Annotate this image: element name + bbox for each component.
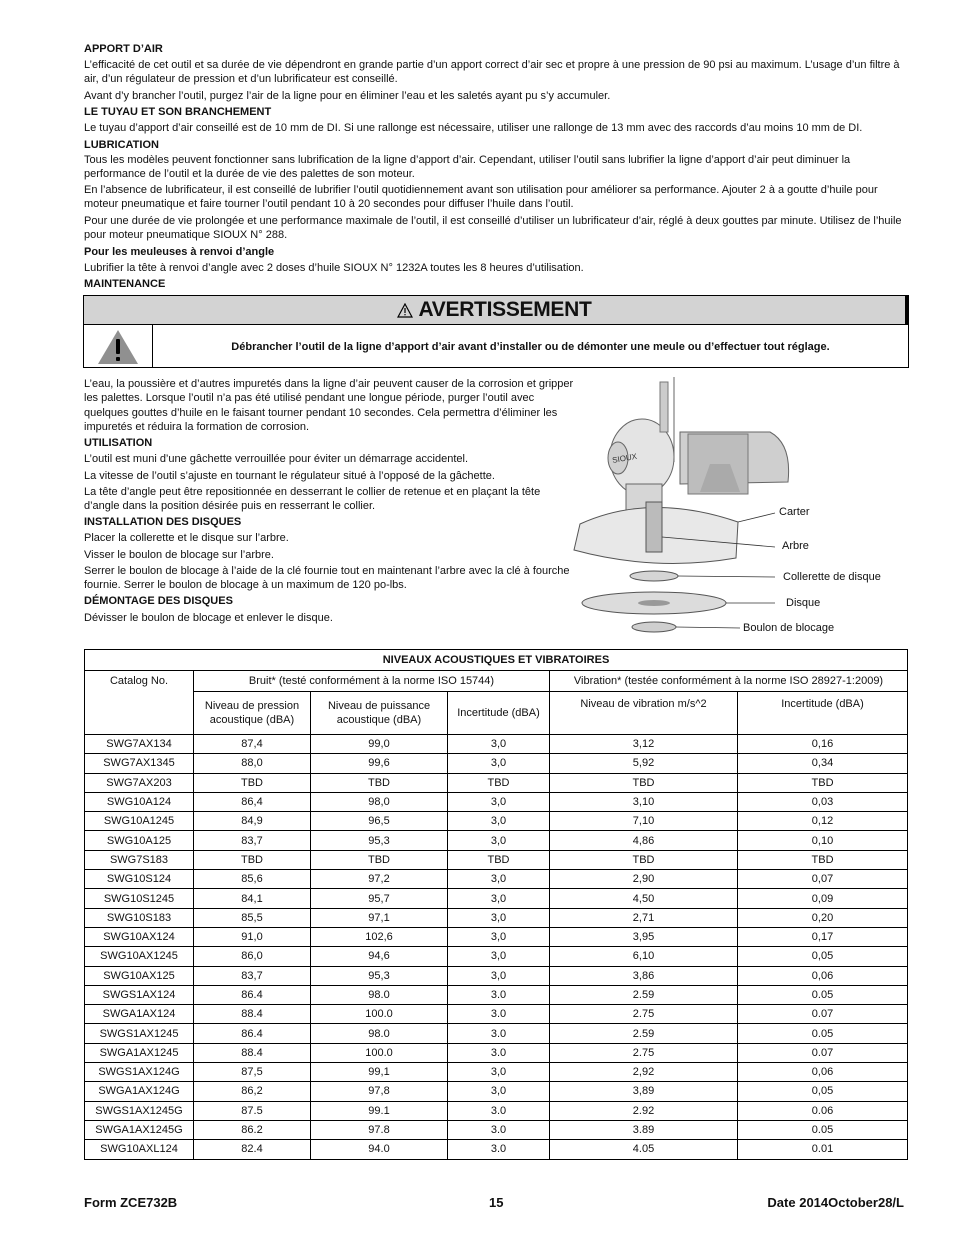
value-cell: 102,6 <box>311 927 448 946</box>
table-row <box>85 1024 908 1043</box>
value-cell: 3,0 <box>448 908 550 927</box>
value-cell: 99,1 <box>311 1063 448 1082</box>
col-header-noise-uncertainty: Incertitude (dBA) <box>448 692 550 735</box>
value-cell: 95,3 <box>311 831 448 850</box>
value-cell: 88.4 <box>194 1043 311 1062</box>
catalog-cell: SWG7AX134 <box>85 735 194 754</box>
value-cell: 3.0 <box>448 1024 550 1043</box>
angle-grinder-illustration <box>570 372 800 640</box>
catalog-cell: SWG7S183 <box>85 850 194 869</box>
value-cell: 91,0 <box>194 927 311 946</box>
value-cell: 83,7 <box>194 831 311 850</box>
noise-header: Bruit* (testé conformément à la norme ISO 15744) <box>194 671 550 692</box>
value-cell: 3,0 <box>448 792 550 811</box>
section-heading-meuleuses: Pour les meuleuses à renvoi d’angle <box>84 246 275 258</box>
value-cell: 3,12 <box>550 735 738 754</box>
paragraph: Tous les modèles peuvent fonctionner sans lubrification de la ligne d’apport d’air. Cependant, utiliser l’outil sans lubrifier la ligne d’apport d’air peut diminuer la performance de l’outil et la durée de vie des palettes de son moteur. <box>84 154 851 181</box>
value-cell: 0,06 <box>738 966 908 985</box>
table-row <box>85 792 908 811</box>
table-row <box>85 773 908 792</box>
section-heading-lubrication: LUBRICATION <box>84 139 159 151</box>
value-cell: 0.01 <box>738 1140 908 1159</box>
section-heading-utilisation: UTILISATION <box>84 437 153 449</box>
value-cell: 3,86 <box>550 966 738 985</box>
paragraph: Pour une durée de vie prolongée et une performance maximale de l’outil, il est conseillé d’utiliser un lubrificateur d’air, réglé à deux gouttes par minute. Utilisez de l’huile pour moteur pneumatique SIOUX N° 288. <box>84 215 902 242</box>
value-cell: TBD <box>194 850 311 869</box>
paragraph: L’eau, la poussière et d’autres impuretés dans la ligne d’air peuvent causer de la corrosion et gripper les palettes. Lorsque l’outil n’a pas été utilisé pendant une longue période, purger l’outil avec quelques gouttes d’huile en le faisant tourner pendant 10 secondes. Cela permettra d’éliminer les impuretés et réduira la formation de corrosion. <box>84 378 574 434</box>
value-cell: 3.0 <box>448 1140 550 1159</box>
callout-carter: Carter <box>779 506 810 518</box>
table-row <box>85 1063 908 1082</box>
catalog-header: Catalog No. <box>85 671 194 735</box>
value-cell: 7,10 <box>550 812 738 831</box>
value-cell: 2.75 <box>550 1005 738 1024</box>
value-cell: 2,90 <box>550 870 738 889</box>
value-cell: 0,10 <box>738 831 908 850</box>
table-row <box>85 812 908 831</box>
value-cell: 84,1 <box>194 889 311 908</box>
paragraph: Lubrifier la tête à renvoi d’angle avec 2 doses d’huile SIOUX N° 1232A toutes les 8 heures d’utilisation. <box>84 262 584 274</box>
table-row <box>85 985 908 1004</box>
paragraph: Avant d’y brancher l’outil, purgez l’air de la ligne pour en éliminer l’eau et les saletés ayant pu s’y accumuler. <box>84 90 611 102</box>
catalog-cell: SWG10A125 <box>85 831 194 850</box>
value-cell: 85,5 <box>194 908 311 927</box>
value-cell: 3,0 <box>448 831 550 850</box>
paragraph: Placer la collerette et le disque sur l’arbre. <box>84 532 289 544</box>
value-cell: 3,0 <box>448 754 550 773</box>
page-number: 15 <box>489 1195 504 1210</box>
value-cell: 3,0 <box>448 812 550 831</box>
paragraph: Serrer le boulon de blocage à l’aide de la clé fournie tout en maintenant l’arbre avec la clé à fourche fournie. Serrer le boulon de blocage à un maximum de 120 po-lbs. <box>84 565 570 592</box>
value-cell: 0,16 <box>738 735 908 754</box>
value-cell: 3,10 <box>550 792 738 811</box>
catalog-cell: SWG10AX1245 <box>85 947 194 966</box>
value-cell: 5,92 <box>550 754 738 773</box>
value-cell: 3.0 <box>448 1043 550 1062</box>
value-cell: 2.59 <box>550 1024 738 1043</box>
warning-header <box>84 296 908 325</box>
value-cell: 0.07 <box>738 1005 908 1024</box>
value-cell: 87,5 <box>194 1063 311 1082</box>
paragraph: En l’absence de lubrificateur, il est conseillé de lubrifier l’outil quotidiennement avant son utilisation pour améliorer sa performance. Ajouter 2 à a goutte d’huile pour moteur pneumatique et faire tourner l’outil pendant 10 à 20 secondes pour diffuser l’huile dans l’outil. <box>84 184 878 211</box>
brand-logo: SIOUX <box>611 451 638 465</box>
value-cell: 4.05 <box>550 1140 738 1159</box>
callout-disque: Disque <box>786 597 821 609</box>
value-cell: TBD <box>448 850 550 869</box>
value-cell: 0,17 <box>738 927 908 946</box>
value-cell: 100.0 <box>311 1005 448 1024</box>
value-cell: 2.75 <box>550 1043 738 1062</box>
paragraph: L’efficacité de cet outil et sa durée de vie dépendront en grande partie d’un apport correct d’air sec et propre à une pression de 90 psi au maximum. L’usage d’un filtre à air, d’un régulateur de pression et d’un lubrificateur est conseillé. <box>84 59 900 86</box>
value-cell: 0,07 <box>738 870 908 889</box>
value-cell: 0,06 <box>738 1063 908 1082</box>
value-cell: TBD <box>311 850 448 869</box>
value-cell: 99.1 <box>311 1101 448 1120</box>
value-cell: 3.0 <box>448 1101 550 1120</box>
value-cell: 100.0 <box>311 1043 448 1062</box>
catalog-cell: SWG7AX203 <box>85 773 194 792</box>
value-cell: 0.06 <box>738 1101 908 1120</box>
value-cell: 96,5 <box>311 812 448 831</box>
catalog-cell: SWGS1AX124 <box>85 985 194 1004</box>
callout-arbre: Arbre <box>782 540 809 552</box>
value-cell: 98,0 <box>311 792 448 811</box>
catalog-cell: SWGA1AX1245 <box>85 1043 194 1062</box>
value-cell: 3,0 <box>448 735 550 754</box>
value-cell: 3.0 <box>448 1005 550 1024</box>
paragraph: La vitesse de l’outil s’ajuste en tournant le régulateur situé à l’opposé de la gâchette. <box>84 470 495 482</box>
col-header-vibration: Niveau de vibration m/s^2 <box>550 692 738 735</box>
table-row <box>85 735 908 754</box>
value-cell: 0.07 <box>738 1043 908 1062</box>
table-row <box>85 1005 908 1024</box>
value-cell: 88.4 <box>194 1005 311 1024</box>
table-row <box>85 966 908 985</box>
value-cell: 0.05 <box>738 985 908 1004</box>
catalog-cell: SWG10A1245 <box>85 812 194 831</box>
section-heading-installation: INSTALLATION DES DISQUES <box>84 516 242 528</box>
paragraph: L’outil est muni d’une gâchette verrouillée pour éviter un démarrage accidentel. <box>84 453 469 465</box>
callout-boulon: Boulon de blocage <box>743 622 835 634</box>
value-cell: 3.0 <box>448 985 550 1004</box>
catalog-cell: SWG10A124 <box>85 792 194 811</box>
warning-triangle-icon <box>397 303 413 318</box>
value-cell: 86.2 <box>194 1120 311 1139</box>
table-title: NIVEAUX ACOUSTIQUES ET VIBRATOIRES <box>85 650 908 671</box>
col-header-pressure: Niveau de pression acoustique (dBA) <box>194 692 311 735</box>
value-cell: 3,0 <box>448 889 550 908</box>
value-cell: 2.59 <box>550 985 738 1004</box>
form-number: Form ZCE732B <box>84 1195 178 1210</box>
table-row <box>85 1043 908 1062</box>
value-cell: 0,09 <box>738 889 908 908</box>
table-row <box>85 850 908 869</box>
paragraph: La tête d’angle peut être repositionnée en desserrant le collier de retenue et en plaçant la tête d’angle dans la position désirée puis en resserrant le collier. <box>84 486 541 513</box>
date: Date 2014October28/L <box>767 1195 904 1210</box>
value-cell: 94.0 <box>311 1140 448 1159</box>
catalog-cell: SWG10AXL124 <box>85 1140 194 1159</box>
paragraph: Le tuyau d’apport d’air conseillé est de 10 mm de DI. Si une rallonge est nécessaire, utiliser une rallonge de 13 mm avec des raccords d’au moins 10 mm de DI. <box>84 122 863 134</box>
value-cell: 0,03 <box>738 792 908 811</box>
value-cell: 3,0 <box>448 947 550 966</box>
value-cell: 0,05 <box>738 947 908 966</box>
value-cell: TBD <box>550 773 738 792</box>
table-row <box>85 908 908 927</box>
value-cell: 0,12 <box>738 812 908 831</box>
warning-box <box>83 295 909 368</box>
value-cell: 86,2 <box>194 1082 311 1101</box>
value-cell: TBD <box>738 773 908 792</box>
value-cell: 6,10 <box>550 947 738 966</box>
table-row <box>85 927 908 946</box>
value-cell: 3,0 <box>448 870 550 889</box>
value-cell: 87.5 <box>194 1101 311 1120</box>
grinder-exploded-diagram <box>570 372 800 640</box>
value-cell: 99,0 <box>311 735 448 754</box>
value-cell: 3.89 <box>550 1120 738 1139</box>
value-cell: 97,1 <box>311 908 448 927</box>
table-row <box>85 1120 908 1139</box>
value-cell: 0,05 <box>738 1082 908 1101</box>
table-row <box>85 889 908 908</box>
table-row <box>85 831 908 850</box>
value-cell: 2.92 <box>550 1101 738 1120</box>
value-cell: TBD <box>194 773 311 792</box>
table-row <box>85 947 908 966</box>
warning-title: AVERTISSEMENT <box>418 298 592 321</box>
value-cell: 3.0 <box>448 1120 550 1139</box>
acoustic-vibration-table <box>84 649 908 1160</box>
value-cell: 86.4 <box>194 1024 311 1043</box>
value-cell: 4,50 <box>550 889 738 908</box>
catalog-cell: SWGS1AX124G <box>85 1063 194 1082</box>
value-cell: TBD <box>448 773 550 792</box>
warning-text: Débrancher l’outil de la ligne d’apport d’air avant d’installer ou de démonter une meule ou d’effectuer tout réglage. <box>231 340 830 353</box>
value-cell: 3,0 <box>448 927 550 946</box>
section-heading-demontage: DÉMONTAGE DES DISQUES <box>84 595 233 607</box>
catalog-cell: SWG10S1245 <box>85 889 194 908</box>
paragraph: Dévisser le boulon de blocage et enlever le disque. <box>84 612 333 624</box>
catalog-cell: SWG10AX125 <box>85 966 194 985</box>
value-cell: 3,0 <box>448 1063 550 1082</box>
value-cell: 99,6 <box>311 754 448 773</box>
catalog-cell: SWGS1AX1245 <box>85 1024 194 1043</box>
catalog-cell: SWGA1AX124 <box>85 1005 194 1024</box>
value-cell: 3,89 <box>550 1082 738 1101</box>
vibration-header: Vibration* (testée conformément à la norme ISO 28927-1:2009) <box>550 671 908 692</box>
catalog-cell: SWG7AX1345 <box>85 754 194 773</box>
value-cell: 3,0 <box>448 966 550 985</box>
value-cell: 0,20 <box>738 908 908 927</box>
section-heading-maintenance: MAINTENANCE <box>84 278 166 290</box>
value-cell: 84,9 <box>194 812 311 831</box>
value-cell: TBD <box>550 850 738 869</box>
paragraph: Visser le boulon de blocage sur l’arbre. <box>84 549 274 561</box>
catalog-cell: SWG10S183 <box>85 908 194 927</box>
table-row <box>85 1101 908 1120</box>
catalog-cell: SWGS1AX1245G <box>85 1101 194 1120</box>
value-cell: 3,0 <box>448 1082 550 1101</box>
col-header-power: Niveau de puissance acoustique (dBA) <box>311 692 448 735</box>
value-cell: 86.4 <box>194 985 311 1004</box>
value-cell: 98.0 <box>311 985 448 1004</box>
table-row <box>85 870 908 889</box>
value-cell: 94,6 <box>311 947 448 966</box>
value-cell: 88,0 <box>194 754 311 773</box>
value-cell: 82.4 <box>194 1140 311 1159</box>
warning-exclamation-icon <box>96 328 140 366</box>
value-cell: 83,7 <box>194 966 311 985</box>
catalog-cell: SWGA1AX1245G <box>85 1120 194 1139</box>
value-cell: 87,4 <box>194 735 311 754</box>
value-cell: 0,34 <box>738 754 908 773</box>
value-cell: 95,7 <box>311 889 448 908</box>
table-row <box>85 1140 908 1159</box>
value-cell: 2,92 <box>550 1063 738 1082</box>
warning-icon-cell <box>84 325 153 368</box>
value-cell: 97.8 <box>311 1120 448 1139</box>
value-cell: 3,95 <box>550 927 738 946</box>
catalog-cell: SWG10S124 <box>85 870 194 889</box>
value-cell: 4,86 <box>550 831 738 850</box>
value-cell: 86,4 <box>194 792 311 811</box>
value-cell: TBD <box>311 773 448 792</box>
table-row <box>85 754 908 773</box>
section-heading-apport-air: APPORT D’AIR <box>84 43 163 55</box>
value-cell: 0.05 <box>738 1024 908 1043</box>
value-cell: 98.0 <box>311 1024 448 1043</box>
value-cell: 2,71 <box>550 908 738 927</box>
callout-collerette: Collerette de disque <box>783 571 881 583</box>
table-row <box>85 1082 908 1101</box>
catalog-cell: SWG10AX124 <box>85 927 194 946</box>
value-cell: TBD <box>738 850 908 869</box>
value-cell: 95,3 <box>311 966 448 985</box>
value-cell: 97,2 <box>311 870 448 889</box>
value-cell: 86,0 <box>194 947 311 966</box>
section-heading-tuyau: LE TUYAU ET SON BRANCHEMENT <box>84 106 272 118</box>
col-header-vibration-uncertainty: Incertitude (dBA) <box>738 692 908 735</box>
value-cell: 97,8 <box>311 1082 448 1101</box>
catalog-cell: SWGA1AX124G <box>85 1082 194 1101</box>
value-cell: 85,6 <box>194 870 311 889</box>
value-cell: 0.05 <box>738 1120 908 1139</box>
